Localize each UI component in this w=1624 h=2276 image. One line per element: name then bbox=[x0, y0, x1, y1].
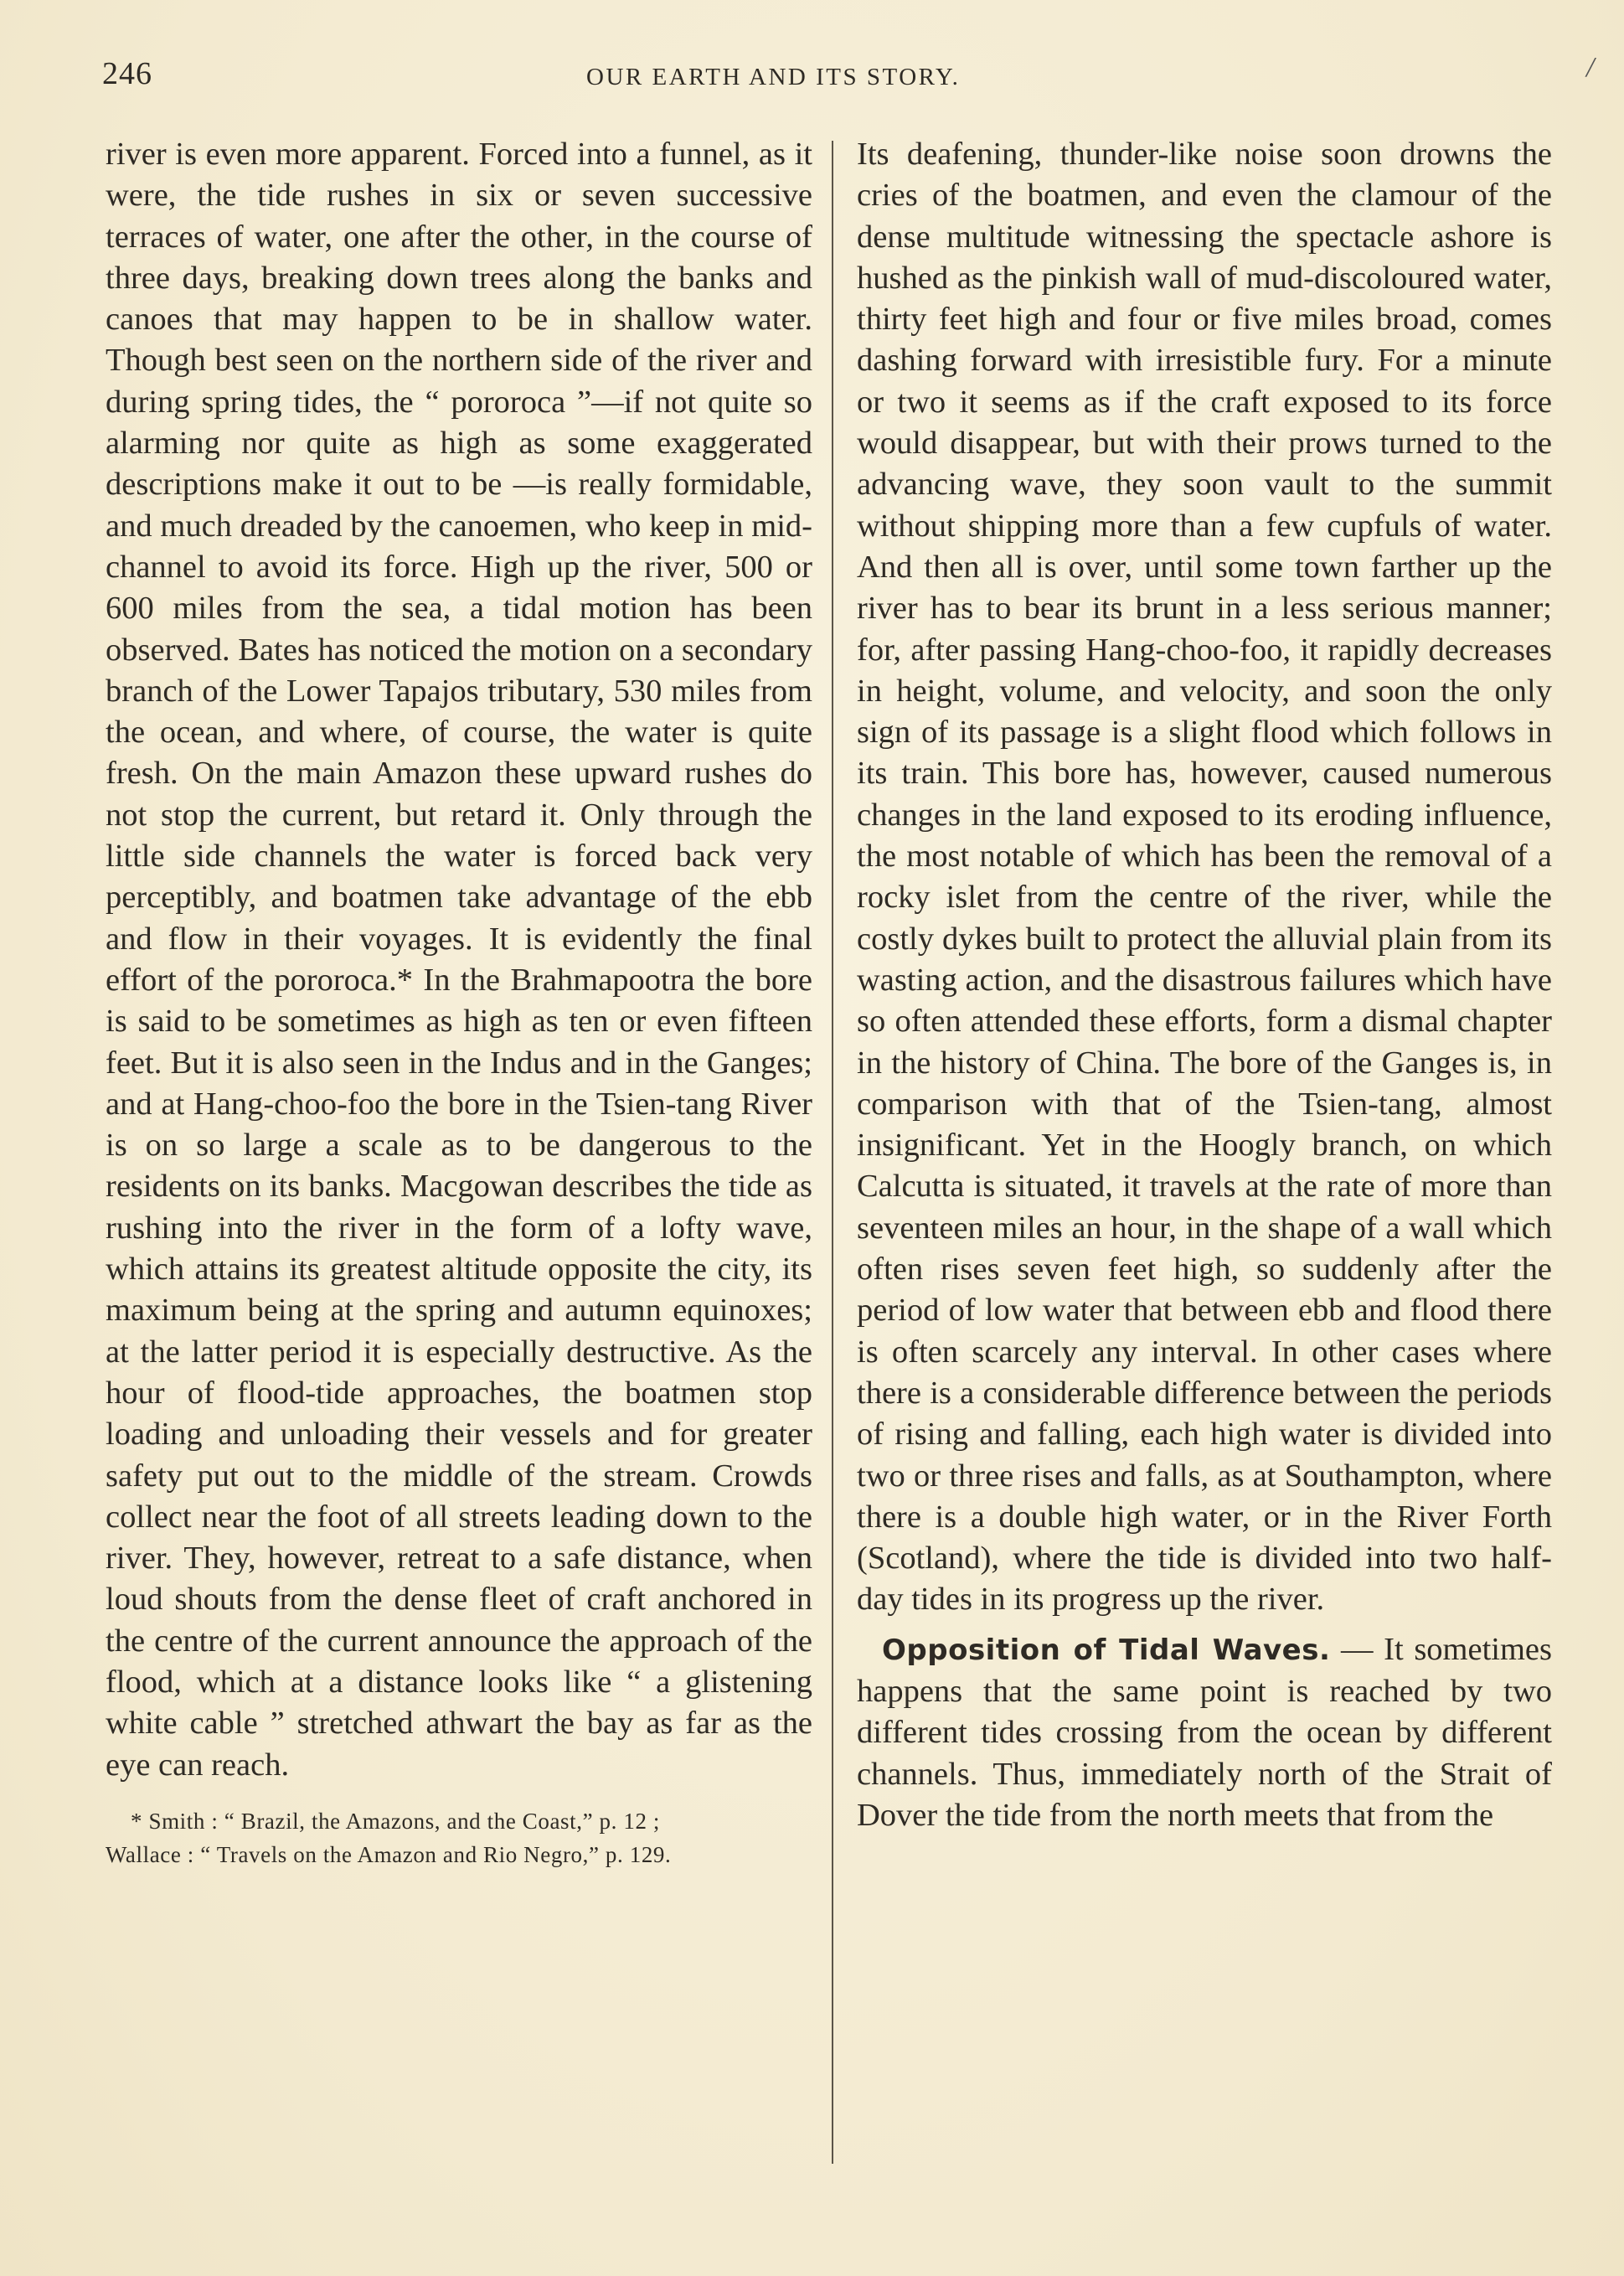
footnote bbox=[106, 1804, 812, 1871]
section-text: — It sometimes happens that the same point is reached by two different tides crossing from the ocean by different channels. Thus, immediately north of the Strait of Dover the tide from the north meets that from the bbox=[857, 1631, 1552, 1833]
right-column bbox=[857, 134, 1552, 1836]
page-number: 246 bbox=[102, 56, 152, 91]
left-column bbox=[106, 134, 812, 1871]
section-paragraph bbox=[857, 1629, 1552, 1836]
footnote-line-wallace: Wallace : “ Travels on the Amazon and Rio Negro,” p. 129. bbox=[106, 1841, 672, 1867]
margin-mark: / bbox=[1586, 52, 1595, 83]
right-column-paragraph: Its deafening, thunder-like noise soon drowns the cries of the boatmen, and even the clamour of the dense multitude witnessing the spectacle ashore is hushed as the pinkish wall of mud-discoloured water, thirty feet high and four or five miles broad, comes dashing forward with irresistible fury. For a minute or two it seems as if the craft exposed to its force would disappear, but with their prows turned to the advancing wave, they soon vault to the summit without shipping more than a few cupfuls of water. And then all is over, until some town farther up the river has to bear its brunt in a less serious manner; for, after passing Hang-choo-foo, it rapidly decreases in height, volume, and velocity, and soon the only sign of its passage is a slight flood which follows in its train. This bore has, however, caused numerous changes in the land exposed to its eroding influence, the most notable of which has been the removal of a rocky islet from the centre of the river, while the costly dykes built to protect the alluvial plain from its wasting action, and the disastrous failures which have so often attended these efforts, form a dismal chapter in the history of China. The bore of the Ganges is, in comparison with that of the Tsien-tang, almost insignificant. Yet in the Hoogly branch, on which Calcutta is situated, it travels at the rate of more than seventeen miles an hour, in the shape of a wall which often rises seven feet high, so suddenly after the period of low water that between ebb and flood there is often scarcely any interval. In other cases where there is a considerable difference between the periods of rising and falling, each high water is divided into two or three rises and falls, as at Southampton, where there is a double high water, or in the River Forth (Scotland), where the tide is divided into two half-day tides in its progress up the river. bbox=[857, 137, 1552, 1618]
column-divider bbox=[832, 141, 833, 2164]
running-title: OUR EARTH AND ITS STORY. bbox=[586, 64, 961, 90]
footnote-line-smith: * Smith : “ Brazil, the Amazons, and the Coast,” p. 12 ; bbox=[131, 1808, 661, 1834]
left-column-paragraph: river is even more apparent. Forced into a funnel, as it were, the tide rushes in six or seven successive terraces of water, one after the other, in the course of three days, breaking down trees along the banks and canoes that may happen to be in shallow water. Though best seen on the northern side of the river and during spring tides, the “ pororoca ”—if not quite so alarming nor quite as high as some exaggerated descriptions make it out to be —is really formidable, and much dreaded by the canoemen, who keep in mid-channel to avoid its force. High up the river, 500 or 600 miles from the sea, a tidal motion has been observed. Bates has noticed the motion on a secondary branch of the Lower Tapajos tributary, 530 miles from the ocean, and where, of course, the water is quite fresh. On the main Amazon these upward rushes do not stop the current, but retard it. Only through the little side channels the water is forced back very perceptibly, and boatmen take advantage of the ebb and flow in their voyages. It is evidently the final effort of the pororoca.* In the Brahmapootra the bore is said to be sometimes as high as ten or even fifteen feet. But it is also seen in the Indus and in the Ganges; and at Hang-choo-foo the bore in the Tsien-tang River is on so large a scale as to be dangerous to the residents on its banks. Macgowan describes the tide as rushing into the river in the form of a lofty wave, which attains its greatest altitude opposite the city, its maximum being at the spring and autumn equinoxes; at the latter period it is especially destructive. As the hour of flood-tide approaches, the boatmen stop loading and unloading their vessels and for greater safety put out to the middle of the stream. Crowds collect near the foot of all streets leading down to the river. They, however, retreat to a safe distance, when loud shouts from the dense fleet of craft anchored in the centre of the current announce the approach of the flood, which at a distance looks like “ a glistening white cable ” stretched athwart the bay as far as the eye can reach. bbox=[106, 137, 812, 1783]
page-header bbox=[0, 52, 1624, 102]
section-heading: Opposition of Tidal Waves. bbox=[882, 1633, 1331, 1667]
